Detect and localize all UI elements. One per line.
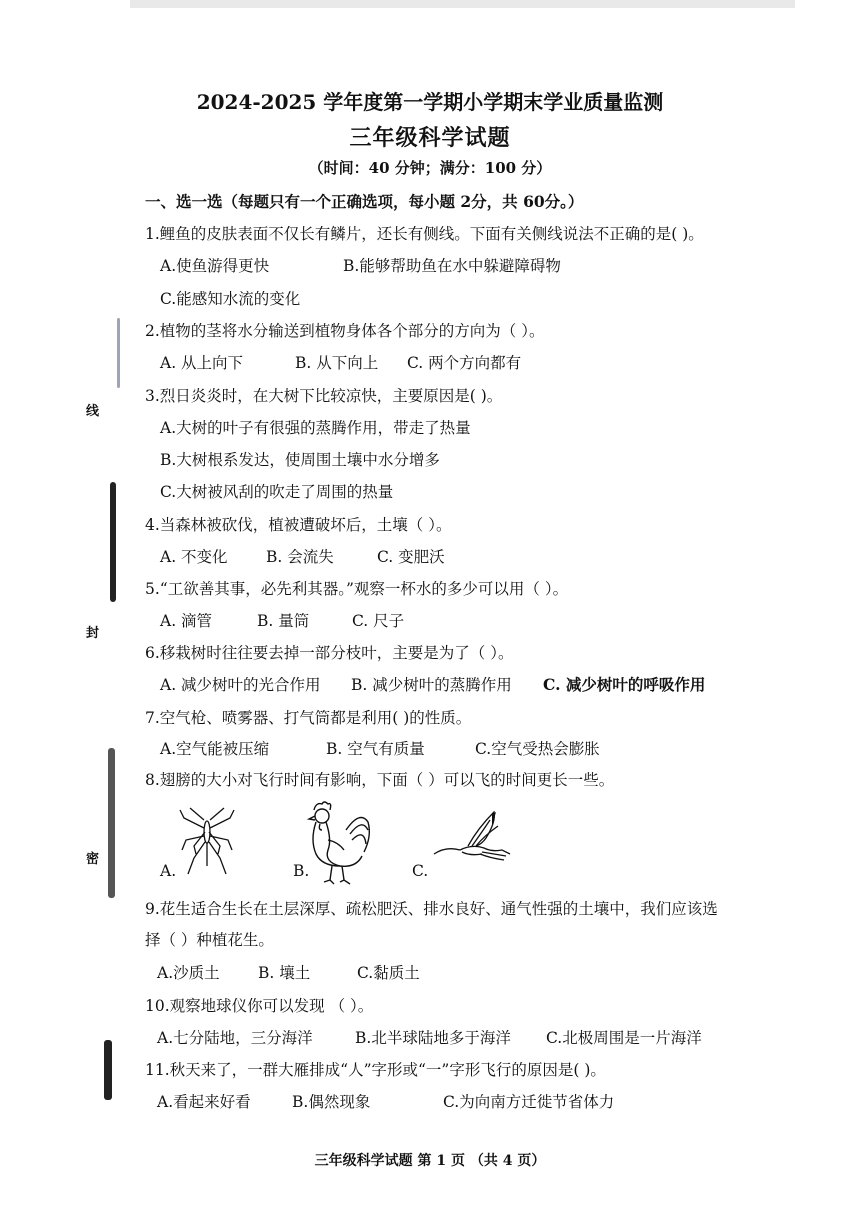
binding-margin-mark: [110, 482, 116, 602]
q6-option-c: C. 减少树叶的呼吸作用: [543, 675, 706, 694]
q1-option-c: C.能感知水流的变化: [160, 290, 301, 308]
q7-option-a: A.空气能被压缩: [160, 740, 270, 758]
question-4: 4.当森林被砍伐，植被遭破坏后，土壤（ ）。: [145, 516, 452, 534]
question-9: 9.花生适合生长在土层深厚、疏松肥沃、排水良好、通气性强的土壤中，我们应该选: [145, 900, 718, 918]
exam-title: 2024-2025 学年度第一学期小学期末学业质量监测: [196, 90, 664, 114]
question-8: 8.翅膀的大小对飞行时间有影响，下面（ ）可以飞的时间更长一些。: [145, 771, 615, 789]
question-10: 10.观察地球仪你可以发现 （ ）。: [145, 997, 374, 1015]
q7-option-b: B. 空气有质量: [326, 740, 425, 758]
binding-margin-mark: [117, 318, 120, 388]
q8-option-a: A.: [160, 862, 177, 880]
question-5: 5.“工欲善其事，必先利其器。”观察一杯水的多少可以用（ ）。: [145, 580, 569, 598]
question-7: 7.空气枪、喷雾器、打气筒都是利用( )的性质。: [145, 709, 472, 727]
q9-option-b: B. 壤土: [258, 964, 311, 982]
q10-option-a: A.七分陆地，三分海洋: [157, 1029, 313, 1047]
q11-option-a: A.看起来好看: [157, 1093, 251, 1111]
binding-label-line: 线: [86, 404, 100, 419]
q8-option-c: C.: [412, 862, 429, 880]
q3-option-c: C.大树被风刮的吹走了周围的热量: [160, 483, 394, 501]
q2-option-c: C. 两个方向都有: [407, 354, 522, 372]
q1-option-b: B.能够帮助鱼在水中躲避障碍物: [343, 257, 561, 275]
question-6: 6.移栽树时往往要去掉一部分枝叶，主要是为了（ ）。: [145, 644, 514, 662]
question-2: 2.植物的茎将水分输送到植物身体各个部分的方向为（ ）。: [145, 322, 545, 340]
question-3: 3.烈日炎炎时，在大树下比较凉快，主要原因是( )。: [145, 387, 503, 405]
exam-time-info: （时间：40 分钟；满分：100 分）: [308, 159, 552, 177]
q11-option-b: B.偶然现象: [292, 1093, 371, 1111]
binding-margin-mark: [108, 748, 115, 898]
q7-option-c: C.空气受热会膨胀: [475, 740, 600, 758]
q5-option-c: C. 尺子: [352, 612, 405, 630]
q9-option-a: A.沙质土: [157, 964, 220, 982]
mosquito-image: [178, 806, 236, 878]
q11-option-c: C.为向南方迁徙节省体力: [443, 1093, 615, 1111]
q2-option-a: A. 从上向下: [160, 354, 244, 372]
binding-label-seal: 封: [86, 626, 100, 641]
rooster-image: [306, 800, 374, 886]
crane-image: [432, 808, 512, 868]
q10-option-c: C.北极周围是一片海洋: [546, 1029, 702, 1047]
q9-option-c: C.黏质土: [357, 964, 420, 982]
q8-option-b: B.: [293, 862, 310, 880]
q6-option-a: A. 减少树叶的光合作用: [160, 676, 321, 694]
q4-option-a: A. 不变化: [160, 548, 228, 566]
exam-subject-title: 三年级科学试题: [349, 125, 511, 151]
q5-option-a: A. 滴管: [160, 612, 213, 630]
question-1: 1.鲤鱼的皮肤表面不仅长有鳞片，还长有侧线。下面有关侧线说法不正确的是( )。: [145, 225, 704, 243]
q6-option-b: B. 减少树叶的蒸腾作用: [351, 676, 512, 694]
q3-option-b: B.大树根系发达，使周围土壤中水分增多: [160, 451, 440, 469]
question-11: 11.秋天来了，一群大雁排成“人”字形或“一”字形飞行的原因是( )。: [145, 1061, 606, 1079]
q2-option-b: B. 从下向上: [295, 354, 379, 372]
q10-option-b: B.北半球陆地多于海洋: [355, 1029, 511, 1047]
binding-margin-mark: [104, 1040, 112, 1100]
q3-option-a: A.大树的叶子有很强的蒸腾作用，带走了热量: [160, 419, 471, 437]
q4-option-c: C. 变肥沃: [377, 548, 445, 566]
section-heading: 一、选一选（每题只有一个正确选项，每小题 2分，共 60分。）: [145, 192, 584, 211]
scan-top-edge: [130, 0, 795, 8]
binding-label-secret: 密: [86, 852, 100, 867]
question-9-cont: 择（ ）种植花生。: [145, 931, 274, 949]
q4-option-b: B. 会流失: [266, 548, 334, 566]
q1-option-a: A.使鱼游得更快: [160, 257, 270, 275]
q5-option-b: B. 量筒: [257, 612, 310, 630]
page-footer: 三年级科学试题 第 1 页 （共 4 页）: [314, 1153, 546, 1169]
